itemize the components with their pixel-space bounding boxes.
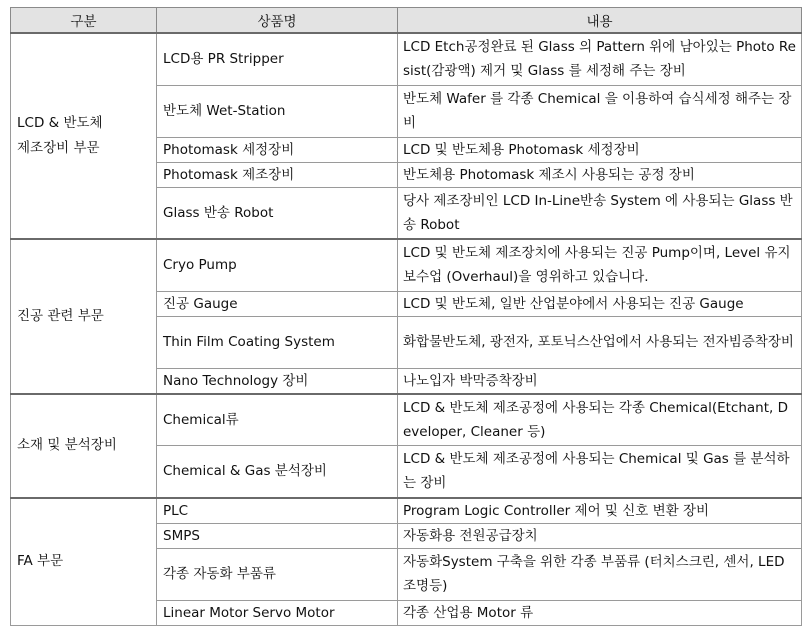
description-cell: LCD Etch공정완료 된 Glass 의 Pattern 위에 남아있는 Photo Resist(감광액) 제거 및 Glass 를 세정해 주는 장비 (398, 33, 802, 85)
category-cell: 진공 관련 부문 (11, 239, 157, 394)
table-row (11, 239, 802, 291)
header-description: 내용 (398, 8, 802, 34)
description-cell: LCD 및 반도체, 일반 산업분야에서 사용되는 진공 Gauge (398, 291, 802, 316)
table-row (11, 33, 802, 85)
description-cell: LCD 및 반도체 제조장치에 사용되는 진공 Pump이며, Level 유지 보수업 (Overhaul)을 영위하고 있습니다. (398, 239, 802, 291)
description-cell: 반도체 Wafer 를 각종 Chemical 을 이용하여 습식세정 해주는 장비 (398, 85, 802, 137)
product-table-container (10, 7, 801, 626)
description-cell: 자동화System 구축을 위한 각종 부품류 (터치스크린, 센서, LED조명등) (398, 548, 802, 600)
description-cell: Program Logic Controller 제어 및 신호 변환 장비 (398, 498, 802, 524)
description-cell: 나노입자 박막증착장비 (398, 368, 802, 394)
header-product: 상품명 (157, 8, 398, 34)
header-category: 구분 (11, 8, 157, 34)
product-name-cell: Cryo Pump (157, 239, 398, 291)
product-name-cell: 각종 자동화 부품류 (157, 548, 398, 600)
category-cell: LCD & 반도체 제조장비 부문 (11, 33, 157, 239)
description-cell: 화합물반도체, 광전자, 포토닉스산업에서 사용되는 전자빔증착장비 (398, 316, 802, 368)
product-name-cell: Thin Film Coating System (157, 316, 398, 368)
product-name-cell: Photomask 제조장비 (157, 162, 398, 187)
product-name-cell: Chemical & Gas 분석장비 (157, 446, 398, 498)
description-cell: 당사 제조장비인 LCD In-Line반송 System 에 사용되는 Glass 반송 Robot (398, 187, 802, 239)
description-cell: 자동화용 전원공급장치 (398, 523, 802, 548)
product-name-cell: PLC (157, 498, 398, 524)
product-table (10, 7, 802, 626)
table-header-row (11, 8, 802, 34)
product-name-cell: Linear Motor Servo Motor (157, 600, 398, 625)
description-cell: LCD & 반도체 제조공정에 사용되는 Chemical 및 Gas 를 분석하는 장비 (398, 446, 802, 498)
table-row (11, 498, 802, 524)
product-name-cell: Nano Technology 장비 (157, 368, 398, 394)
category-cell: 소재 및 분석장비 (11, 394, 157, 498)
product-name-cell: 반도체 Wet-Station (157, 85, 398, 137)
product-name-cell: 진공 Gauge (157, 291, 398, 316)
product-name-cell: Photomask 세정장비 (157, 137, 398, 162)
product-name-cell: SMPS (157, 523, 398, 548)
product-name-cell: LCD용 PR Stripper (157, 33, 398, 85)
product-name-cell: Chemical류 (157, 394, 398, 446)
category-cell: FA 부문 (11, 498, 157, 626)
table-body (11, 33, 802, 625)
description-cell: LCD 및 반도체용 Photomask 세정장비 (398, 137, 802, 162)
description-cell: 각종 산업용 Motor 류 (398, 600, 802, 625)
description-cell: LCD & 반도체 제조공정에 사용되는 각종 Chemical(Etchant, Developer, Cleaner 등) (398, 394, 802, 446)
description-cell: 반도체용 Photomask 제조시 사용되는 공정 장비 (398, 162, 802, 187)
product-name-cell: Glass 반송 Robot (157, 187, 398, 239)
table-row (11, 394, 802, 446)
